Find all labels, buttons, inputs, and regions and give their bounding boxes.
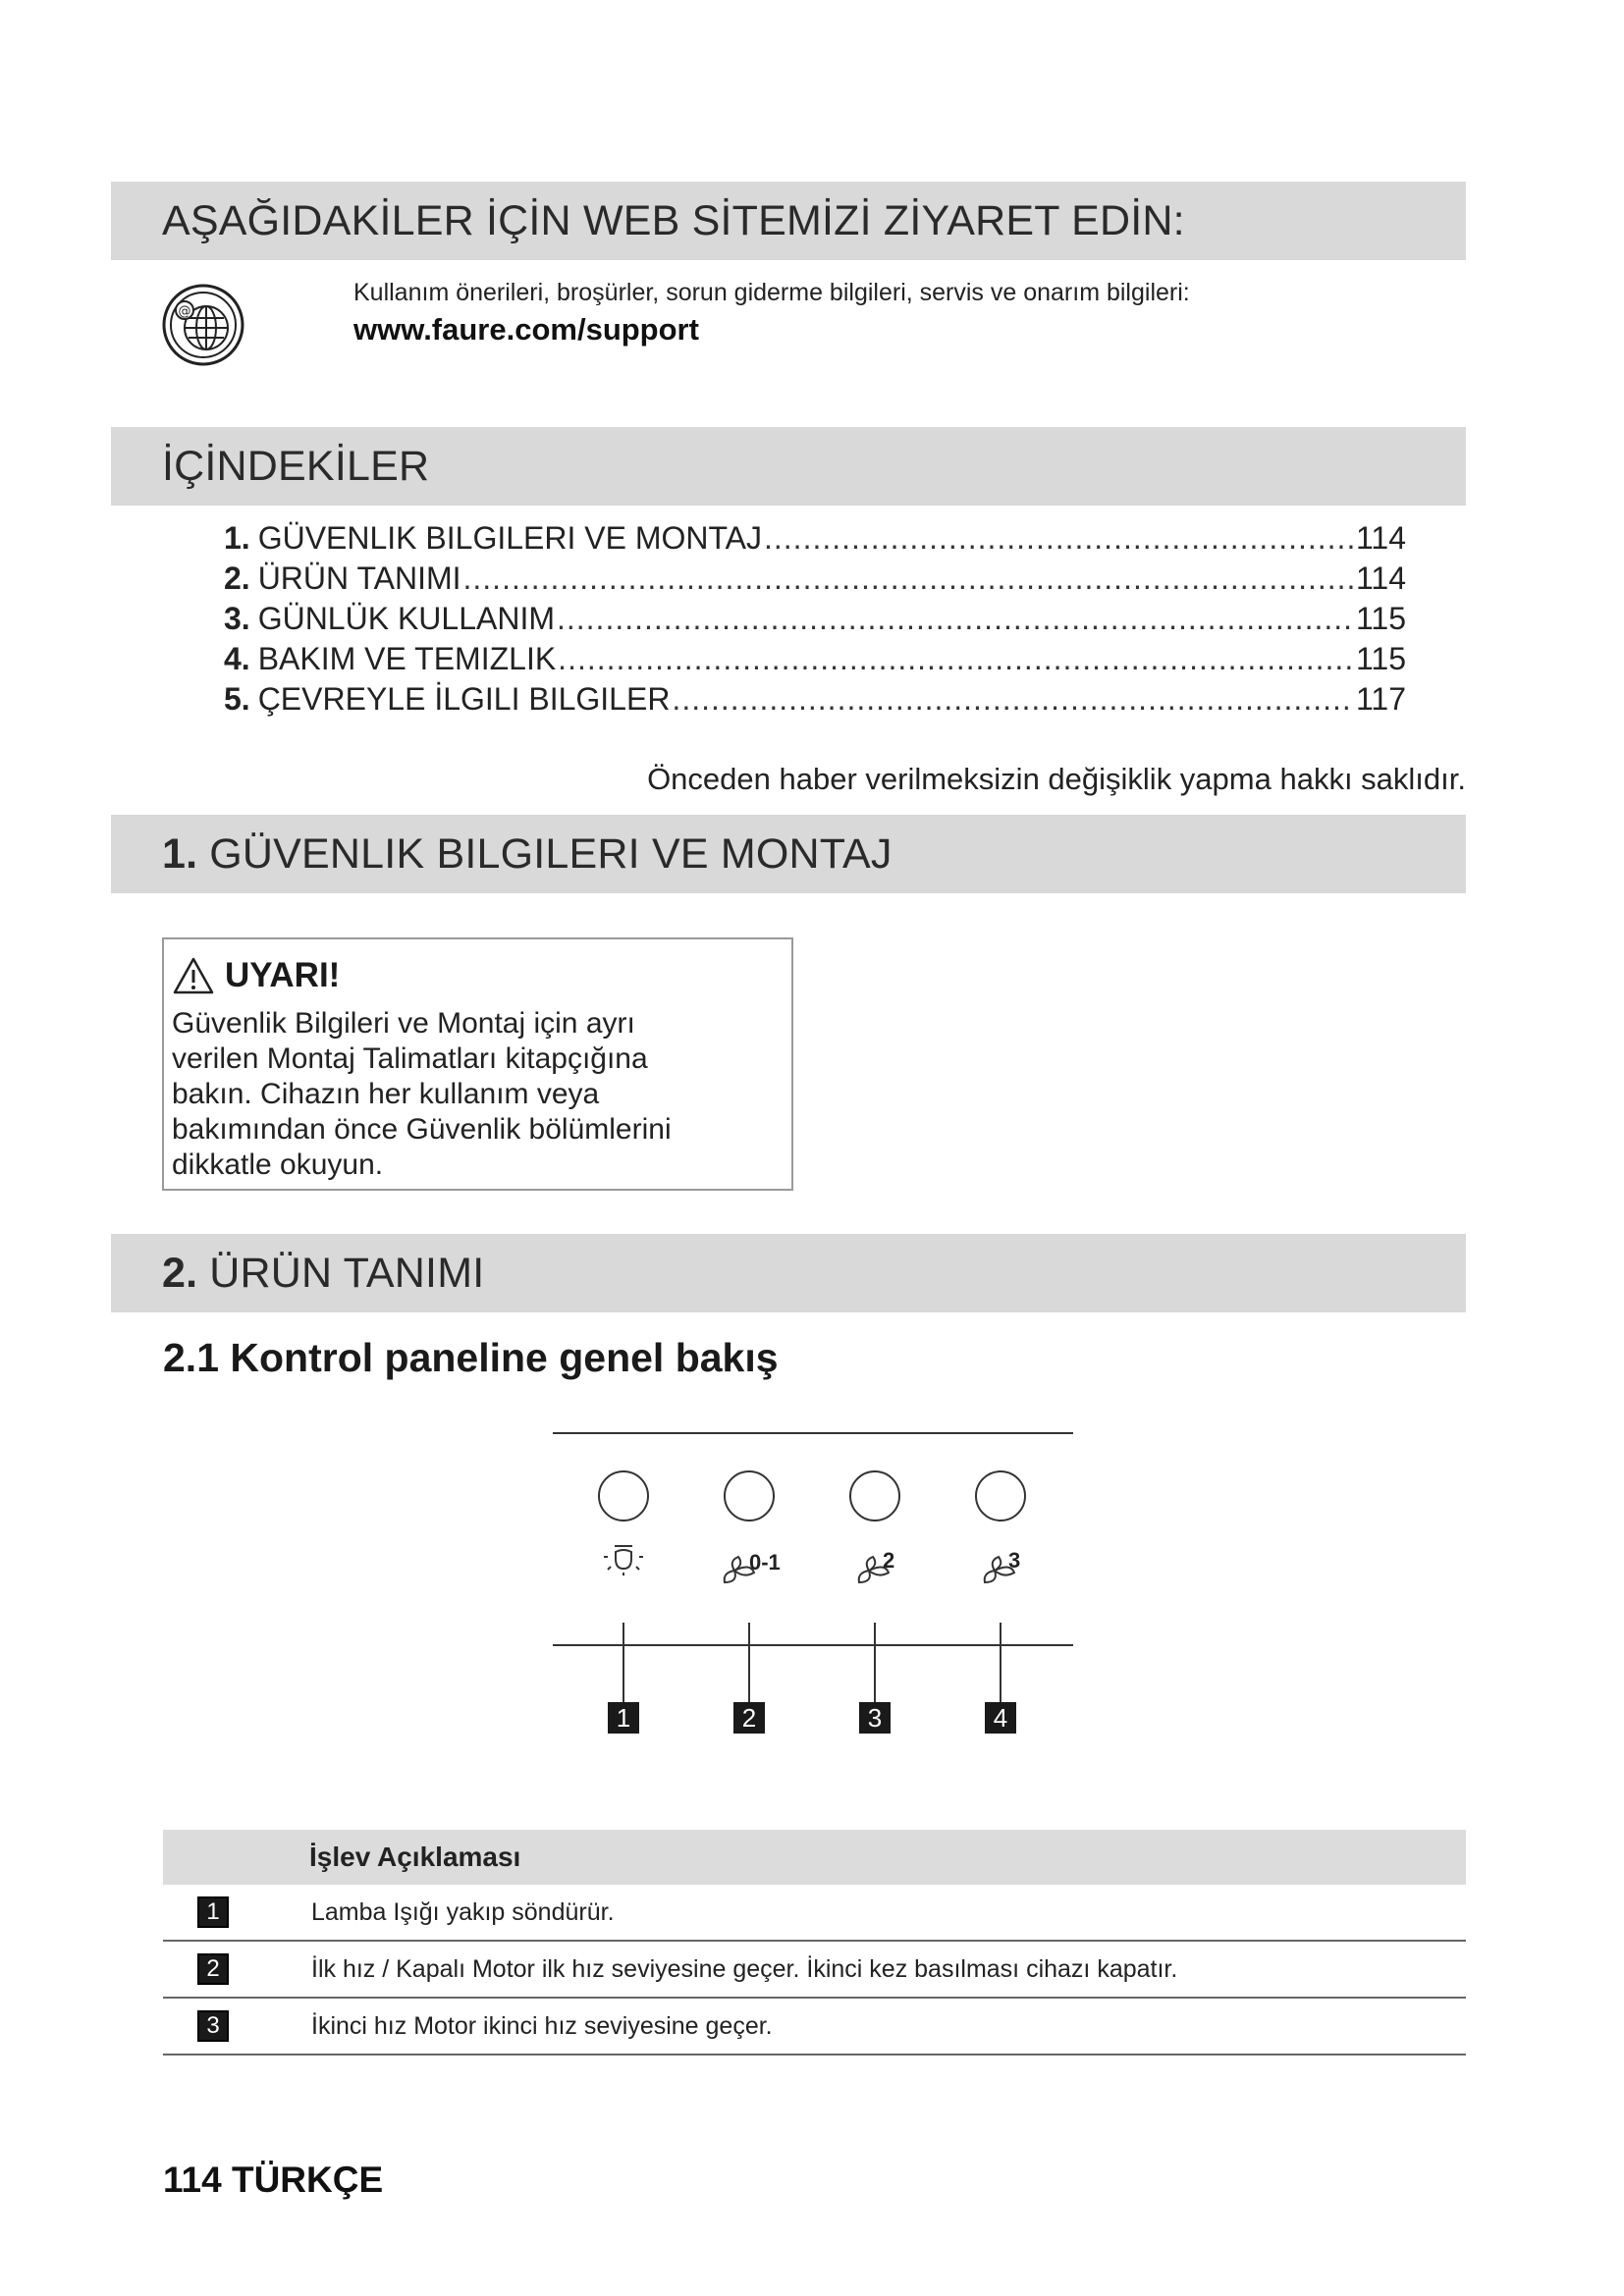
toc-item-page: 114: [1355, 520, 1406, 556]
table-row: [163, 1999, 1466, 2056]
toc-leader: [463, 561, 1354, 597]
row-text: Lamba Işığı yakıp söndürür.: [311, 1897, 615, 1926]
section-title: ÜRÜN TANIMI: [209, 1249, 485, 1297]
table-row: [163, 1942, 1466, 1999]
toc-item-label: ÇEVREYLE İLGILI BILGILER: [257, 681, 671, 717]
warning-text: [172, 1006, 784, 1183]
toc-item-label: GÜNLÜK KULLANIM: [257, 601, 555, 636]
web-section-header: [111, 182, 1466, 260]
support-link[interactable]: www.faure.com/support: [353, 312, 699, 347]
table-header: [163, 1830, 1466, 1885]
toc-item-number: 5.: [224, 681, 250, 717]
function-table: [163, 1830, 1466, 2056]
warning-line: Güvenlik Bilgileri ve Montaj için ayrı: [172, 1007, 635, 1040]
subsection-title: 2.1 Kontrol paneline genel bakış: [163, 1335, 779, 1380]
callout-3: 3: [859, 1702, 891, 1734]
control-panel-diagram: [553, 1431, 1083, 1755]
light-button: [599, 1471, 648, 1521]
speed-2-button: [850, 1471, 899, 1521]
speed-label-3: 3: [1008, 1548, 1021, 1573]
warning-line: bakımından önce Güvenlik bölümlerini: [172, 1113, 672, 1146]
globe-icon: [161, 283, 245, 367]
toc-item[interactable]: [224, 641, 1406, 681]
warning-line: bakın. Cihazın her kullanım veya: [172, 1078, 600, 1110]
lamp-icon: [604, 1546, 643, 1575]
table-of-contents: [224, 520, 1406, 721]
web-description: Kullanım önerileri, broşürler, sorun giderme bilgileri, servis ve onarım bilgileri:: [353, 279, 1190, 306]
rights-note: Önceden haber verilmeksizin değişiklik yapma hakkı saklıdır.: [647, 762, 1466, 796]
toc-item-label: BAKIM VE TEMIZLIK: [257, 641, 557, 676]
callout-4: 4: [985, 1702, 1016, 1734]
warning-title: UYARI!: [225, 956, 341, 994]
callout-1: 1: [608, 1702, 639, 1734]
row-number: 2: [197, 1953, 229, 1985]
row-text: İlk hız / Kapalı Motor ilk hız seviyesine geçer. İkinci kez basılması cihazı kapatır.: [311, 1954, 1178, 1983]
section-title: GÜVENLIK BILGILERI VE MONTAJ: [209, 829, 893, 878]
toc-item-page: 114: [1355, 561, 1406, 596]
toc-item[interactable]: [224, 520, 1406, 561]
section-1-header: [111, 815, 1466, 893]
warning-box: [162, 937, 793, 1191]
toc-item-page: 115: [1355, 641, 1406, 676]
toc-item-number: 1.: [224, 520, 250, 556]
warning-line: verilen Montaj Talimatları kitapçığına: [172, 1042, 648, 1075]
speed-label-1: 0-1: [749, 1550, 781, 1575]
page-footer: 114 TÜRKÇE: [163, 2160, 384, 2200]
toc-item-number: 4.: [224, 641, 250, 676]
warning-heading: [172, 951, 784, 1000]
speed-3-button: [976, 1471, 1025, 1521]
toc-item-label: GÜVENLIK BILGILERI VE MONTAJ: [257, 520, 762, 556]
toc-header: [111, 427, 1466, 506]
toc-item[interactable]: [224, 681, 1406, 721]
table-row: [163, 1885, 1466, 1942]
toc-title: İÇİNDEKİLER: [162, 442, 430, 490]
toc-item[interactable]: [224, 601, 1406, 641]
toc-leader: [557, 601, 1354, 637]
svg-text:@: @: [178, 304, 191, 319]
row-text: İkinci hız Motor ikinci hız seviyesine geçer.: [311, 2011, 773, 2040]
toc-leader: [672, 681, 1354, 718]
section-2-header: [111, 1234, 1466, 1312]
speed-label-2: 2: [883, 1548, 895, 1573]
section-number: 2.: [162, 1249, 198, 1297]
table-header-label: İşlev Açıklaması: [309, 1842, 521, 1872]
toc-item-number: 3.: [224, 601, 250, 636]
row-number: 3: [197, 2010, 229, 2042]
toc-item-page: 117: [1355, 681, 1406, 717]
toc-leader: [764, 520, 1354, 557]
warning-triangle-icon: [172, 956, 215, 995]
toc-leader: [558, 641, 1354, 677]
speed-1-button: [725, 1471, 774, 1521]
warning-line: dikkatle okuyun.: [172, 1148, 384, 1181]
toc-item[interactable]: [224, 561, 1406, 601]
section-number: 1.: [162, 829, 198, 878]
callout-2: 2: [733, 1702, 765, 1734]
row-number: 1: [197, 1896, 229, 1928]
toc-item-number: 2.: [224, 561, 250, 596]
web-section-title: AŞAĞIDAKİLER İÇİN WEB SİTEMİZİ ZİYARET EDİN:: [162, 196, 1185, 244]
toc-item-label: ÜRÜN TANIMI: [257, 561, 461, 596]
toc-item-page: 115: [1355, 601, 1406, 636]
